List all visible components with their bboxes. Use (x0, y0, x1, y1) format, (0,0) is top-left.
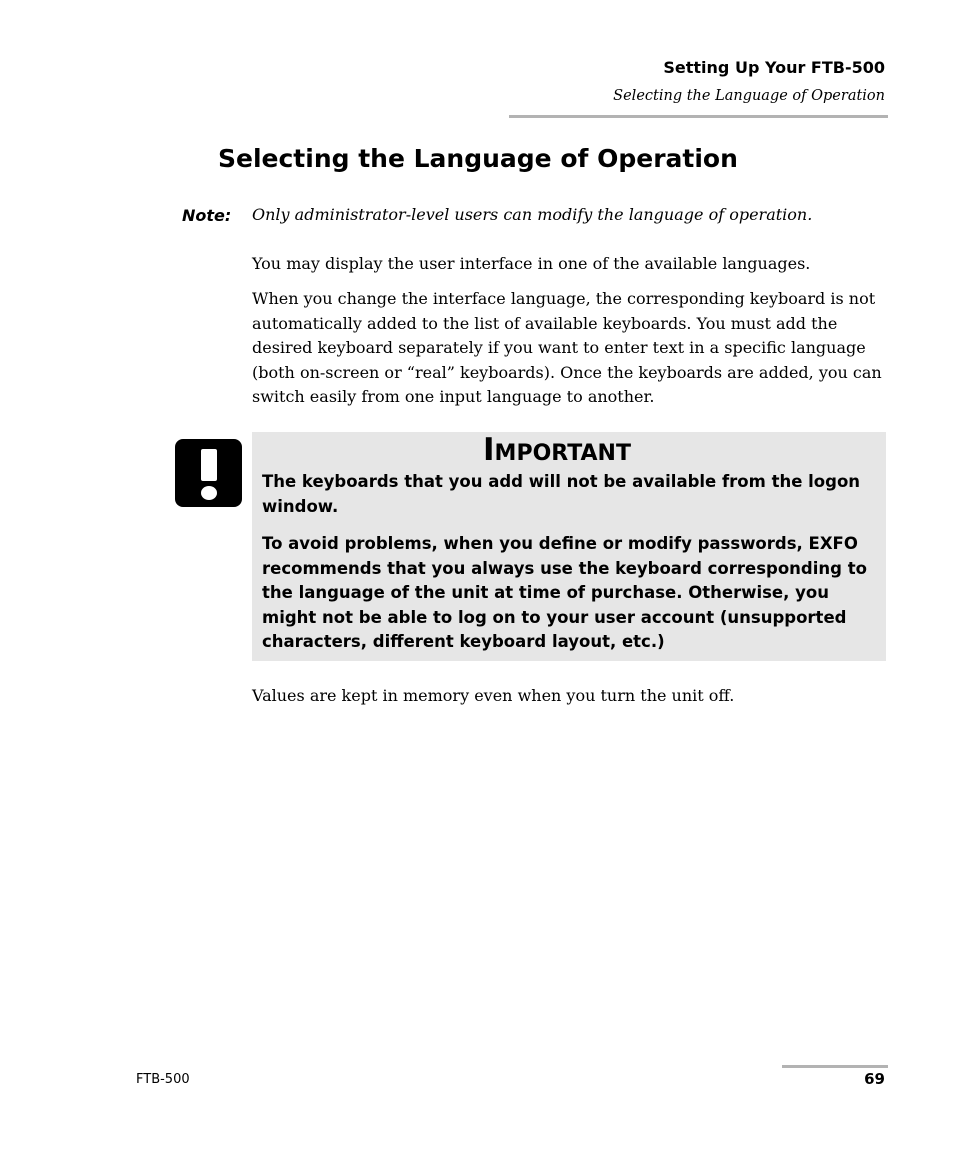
important-heading-initial: I (483, 432, 495, 468)
header-rule (509, 115, 888, 118)
note-text: Only administrator-level users can modify the language of operation. (252, 205, 813, 224)
body-paragraph-2: When you change the interface language, the corresponding keyboard is not automatically added to the list of available keyboards. You must add the desired keyboard separately if you want to enter text in a specific language (both on-screen or “real” keyboards). Once the keyboards are added, you can switch easily from one input language to another. (252, 289, 882, 406)
section-title: Selecting the Language of Operation (218, 144, 738, 173)
page-number: 69 (864, 1070, 885, 1088)
important-box (252, 432, 886, 661)
exclamation-dot (201, 486, 217, 500)
closing-paragraph: Values are kept in memory even when you turn the unit off. (252, 686, 735, 705)
footer-rule (782, 1065, 888, 1068)
exclamation-bar (201, 449, 217, 481)
important-heading (483, 432, 631, 468)
exclamation-icon (175, 439, 242, 507)
note-label: Note: (182, 206, 232, 225)
running-header-chapter: Setting Up Your FTB-500 (663, 58, 885, 77)
body-paragraph-1: You may display the user interface in one of the available languages. (252, 254, 811, 273)
important-heading-rest: mportant (494, 432, 631, 468)
footer-product: FTB-500 (136, 1072, 190, 1087)
running-header-section: Selecting the Language of Operation (613, 88, 885, 104)
important-paragraph-2: To avoid problems, when you define or modify passwords, EXFO recommends that you always use the keyboard corresponding to the language of the unit at time of purchase. Otherwise, you might not be able to log on to your user account (unsupported characters, different keyboard layout, etc.) (262, 534, 867, 651)
important-paragraph-1: The keyboards that you add will not be available from the logon window. (262, 472, 861, 516)
